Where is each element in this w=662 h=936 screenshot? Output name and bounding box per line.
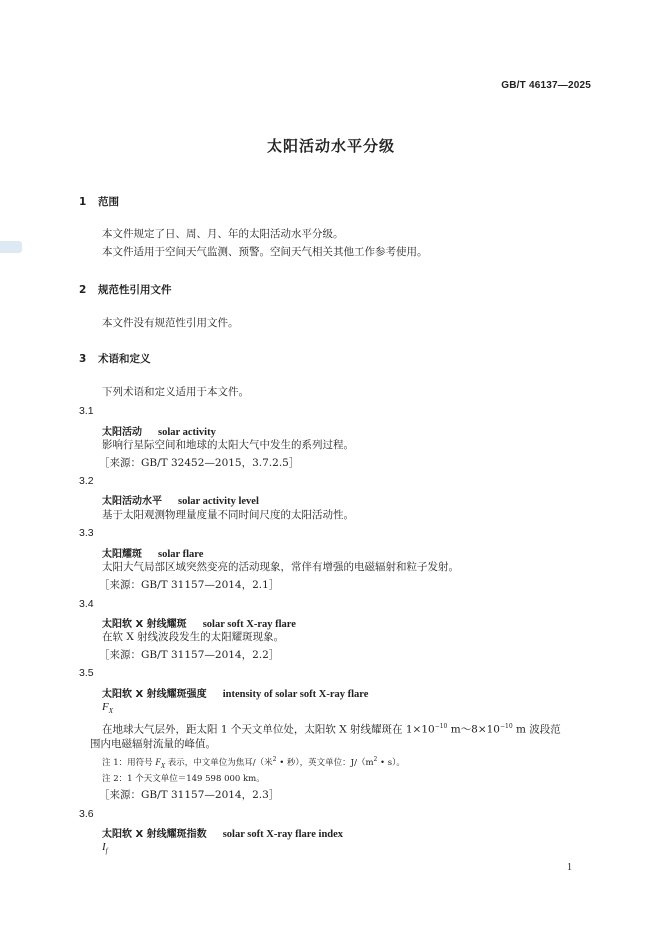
- term-zh: 太阳软 X 射线耀斑指数: [102, 829, 207, 840]
- term-number: 3.2: [79, 475, 94, 487]
- page-title: 太阳活动水平分级: [266, 137, 395, 155]
- term-source: ［来源：GB/T 32452—2015，3.7.2.5］: [99, 457, 300, 469]
- section-number: 3: [79, 353, 87, 365]
- term-definition: 太阳大气局部区域突然变亮的活动现象，常伴有增强的电磁辐射和粒子发射。: [102, 561, 459, 573]
- term-heading: [102, 545, 203, 560]
- term-en: solar flare: [158, 549, 204, 560]
- symbol-letter: F: [155, 757, 161, 767]
- exponent: −10: [500, 723, 513, 730]
- term-heading: [102, 685, 368, 700]
- scope-paragraph-1: 本文件规定了日、周、月、年的太阳活动水平分级。: [102, 228, 344, 240]
- term-source: ［来源：GB/T 31157—2014，2.3］: [99, 789, 280, 801]
- definition-text: m 波段范: [512, 723, 561, 736]
- scope-paragraph-2: 本文件适用于空间天气监测、预警。空间天气相关其他工作参考使用。: [102, 246, 428, 258]
- term-heading: [102, 423, 216, 438]
- definition-text: 在地球大气层外，距太阳 1 个天文单位处，太阳软 X 射线耀斑在 1×10: [102, 723, 435, 736]
- term-number: 3.1: [79, 405, 94, 417]
- exponent: 2: [272, 756, 277, 764]
- page-number: 1: [567, 862, 572, 873]
- term-number: 3.4: [79, 598, 94, 610]
- term-note-1: [102, 756, 405, 770]
- term-en: solar soft X-ray flare: [202, 619, 296, 630]
- section-number: 1: [79, 196, 87, 208]
- term-en: solar soft X-ray flare index: [222, 829, 344, 840]
- side-tab-marker: [0, 241, 22, 253]
- term-number: 3.5: [79, 667, 94, 679]
- term-en: solar activity: [158, 427, 216, 438]
- term-definition: 在软 X 射线波段发生的太阳耀斑现象。: [102, 631, 285, 643]
- term-definition-line-2: 围内电磁辐射流量的峰值。: [90, 738, 216, 750]
- term-symbol: [102, 841, 108, 855]
- note-text: • 秒），英文单位：J/（m: [276, 758, 374, 768]
- section-number: 2: [79, 284, 87, 296]
- section-title: 规范性引用文件: [98, 284, 172, 296]
- definition-text: m～8×10: [447, 723, 500, 736]
- note-symbol: [155, 757, 166, 770]
- symbol-subscript: X: [160, 761, 166, 770]
- note-text: 表示，中文单位为焦耳/（米: [165, 758, 273, 768]
- section-1-heading: [79, 194, 119, 209]
- section-title: 范围: [98, 196, 119, 208]
- term-definition: 影响行星际空间和地球的太阳大气中发生的系列过程。: [102, 439, 354, 451]
- term-zh: 太阳活动水平: [102, 496, 162, 507]
- term-heading: [102, 615, 296, 630]
- term-en: intensity of solar soft X-ray flare: [222, 689, 369, 700]
- term-number: 3.3: [79, 527, 94, 539]
- term-note-2: 注 2：1 个天文单位＝149 598 000 km。: [102, 774, 265, 784]
- terms-intro: 下列术语和定义适用于本文件。: [102, 386, 249, 398]
- term-source: ［来源：GB/T 31157—2014，2.2］: [99, 649, 280, 661]
- section-3-heading: [79, 351, 151, 366]
- symbol-subscript: X: [108, 707, 114, 716]
- term-source: ［来源：GB/T 31157—2014，2.1］: [99, 579, 280, 591]
- symbol-subscript: f: [105, 847, 108, 856]
- symbol-letter: I: [102, 841, 106, 853]
- note-text: 注 1：用符号: [102, 758, 156, 768]
- term-zh: 太阳耀斑: [102, 549, 142, 560]
- normative-paragraph: 本文件没有规范性引用文件。: [102, 317, 239, 329]
- term-heading: [102, 825, 343, 840]
- term-zh: 太阳活动: [102, 427, 142, 438]
- note-text: • s）。: [377, 758, 405, 768]
- term-en: solar activity level: [178, 496, 259, 507]
- symbol-letter: F: [102, 701, 109, 713]
- section-title: 术语和定义: [98, 353, 151, 365]
- exponent: 2: [373, 756, 378, 764]
- exponent: −10: [434, 723, 448, 730]
- section-2-heading: [79, 282, 172, 297]
- document-code: GB/T 46137—2025: [501, 80, 591, 91]
- term-symbol: [102, 701, 113, 715]
- term-heading: [102, 492, 259, 507]
- term-number: 3.6: [79, 808, 94, 820]
- term-definition: 基于太阳观测物理量度量不同时间尺度的太阳活动性。: [102, 509, 354, 521]
- term-zh: 太阳软 X 射线耀斑强度: [102, 689, 207, 700]
- term-zh: 太阳软 X 射线耀斑: [102, 619, 187, 630]
